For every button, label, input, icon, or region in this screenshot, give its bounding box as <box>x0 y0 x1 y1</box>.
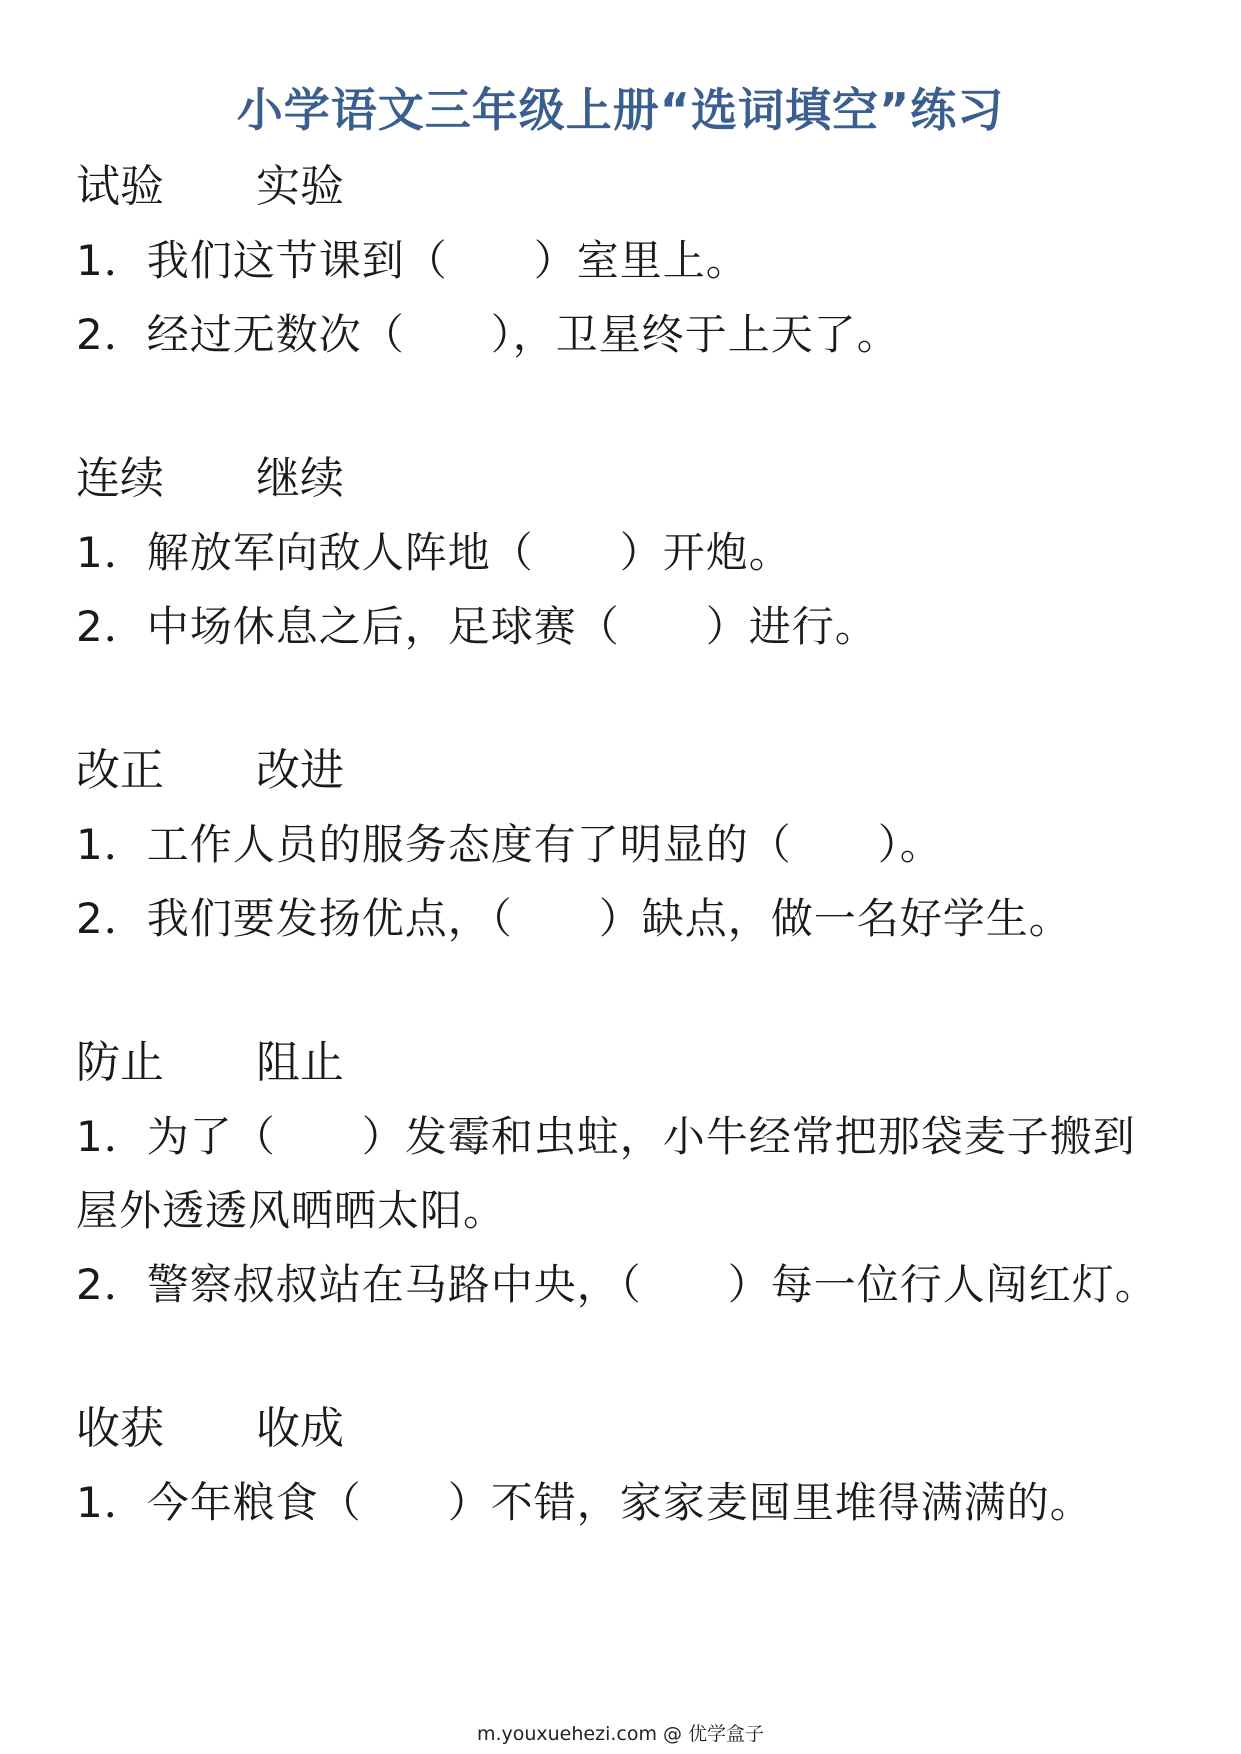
word-choice-pair <box>76 734 1176 808</box>
question-item: 2．经过无数次（ ），卫星终于上天了。 <box>76 310 900 359</box>
word-option: 试验 <box>76 161 164 212</box>
question-item: 1．我们这节课到（ ）室里上。 <box>76 236 749 285</box>
word-option: 收获 <box>76 1403 164 1454</box>
word-option: 继续 <box>256 453 344 504</box>
question-item: 2．我们要发扬优点，（ ）缺点，做一名好学生。 <box>76 894 1072 943</box>
footer-source: m.youxuehezi.com @ 优学盒子 <box>476 1723 765 1745</box>
word-option: 改进 <box>256 745 344 796</box>
question-item: 1．今年粮食（ ）不错，家家麦囤里堆得满满的。 <box>76 1478 1093 1527</box>
word-choice-pair <box>76 1392 1176 1466</box>
word-option: 实验 <box>256 161 344 212</box>
word-choice-pair <box>76 442 1176 516</box>
question-item: 1．为了（ ）发霉和虫蛀，小牛经常把那袋麦子搬到屋外透透风晒晒太阳。 <box>76 1112 1136 1235</box>
word-option: 改正 <box>76 745 164 796</box>
word-choice-pair <box>76 1026 1176 1100</box>
question-item: 1．解放军向敌人阵地（ ）开炮。 <box>76 528 792 577</box>
exercise-section <box>76 1026 1176 1322</box>
word-option: 阻止 <box>256 1037 344 1088</box>
exercise-list <box>76 150 1176 1610</box>
word-option: 收成 <box>256 1403 344 1454</box>
exercise-section <box>76 1392 1176 1540</box>
exercise-section <box>76 442 1176 664</box>
question-item: 2．警察叔叔站在马路中央，（ ）每一位行人闯红灯。 <box>76 1260 1158 1309</box>
word-option: 连续 <box>76 453 164 504</box>
page-title: 小学语文三年级上册“选词填空”练习 <box>236 83 1005 137</box>
word-option: 防止 <box>76 1037 164 1088</box>
exercise-section <box>76 734 1176 956</box>
exercise-section <box>76 150 1176 372</box>
question-item: 2．中场休息之后，足球赛（ ）进行。 <box>76 602 878 651</box>
question-item: 1．工作人员的服务态度有了明显的（ ）。 <box>76 820 943 869</box>
word-choice-pair <box>76 150 1176 224</box>
